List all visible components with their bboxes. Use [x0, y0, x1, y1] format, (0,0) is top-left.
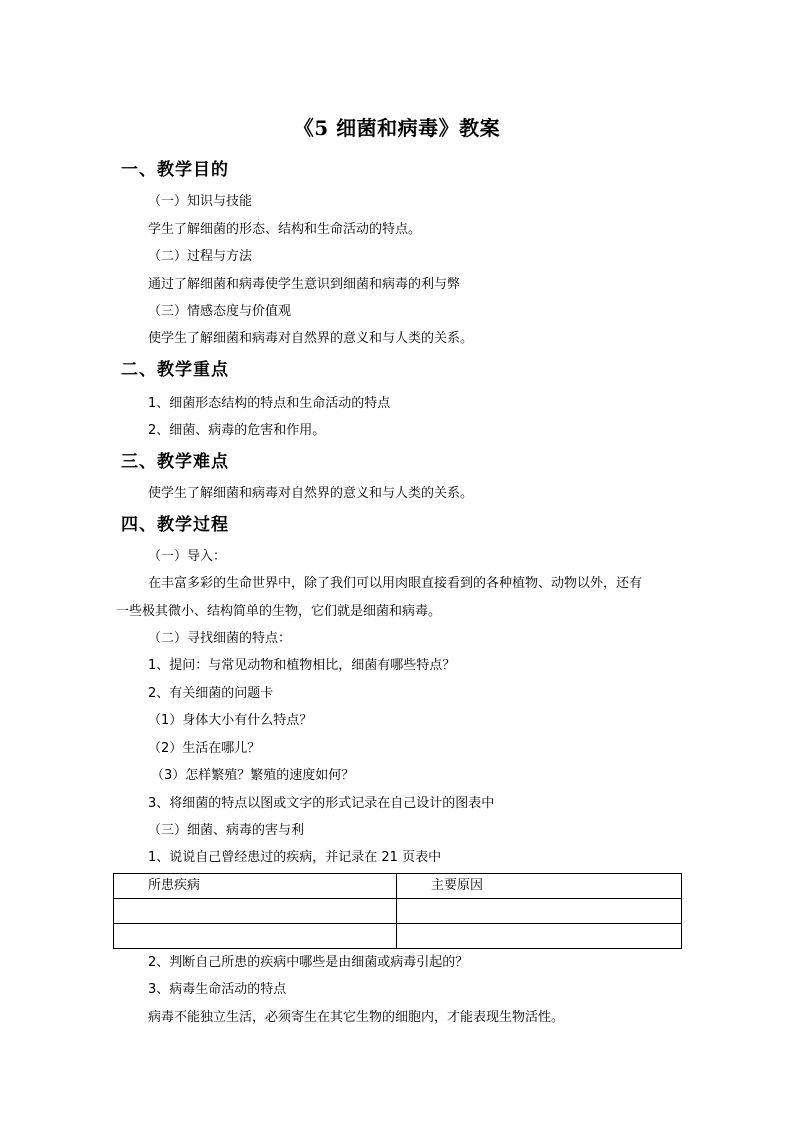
subheading-harm-benefit: （三）细菌、病毒的害与利	[148, 823, 305, 838]
list-item: 3、病毒生命活动的特点	[148, 982, 287, 997]
list-item: 2、细菌、病毒的危害和作用。	[148, 423, 326, 438]
list-item: 1、细菌形态结构的特点和生命活动的特点	[148, 396, 391, 411]
paragraph-line: 在丰富多彩的生命世界中，除了我们可以用肉眼直接看到的各种植物、动物以外，还有	[148, 576, 643, 591]
list-item: 1、说说自己曾经患过的疾病，并记录在 21 页表中	[148, 850, 442, 865]
table-cell	[397, 924, 682, 949]
paragraph: 学生了解细菌的形态、结构和生命活动的特点。	[148, 222, 422, 237]
section-heading-key-points: 二、教学重点	[121, 360, 229, 380]
list-item: 3、将细菌的特点以图或文字的形式记录在自己设计的图表中	[148, 796, 495, 811]
paragraph: 病毒不能独立生活，必须寄生在其它生物的细胞内，才能表现生物活性。	[148, 1010, 565, 1025]
table-row	[114, 899, 682, 924]
document-title: 《5 细菌和病毒》教案	[293, 116, 501, 140]
section-heading-process: 四、教学过程	[121, 515, 229, 535]
table-cell	[397, 899, 682, 924]
subheading-introduction: （一）导入：	[148, 549, 227, 564]
section-heading-objectives: 一、教学目的	[121, 160, 229, 180]
table-row	[114, 924, 682, 949]
subheading-attitude-values: （三）情感态度与价值观	[148, 304, 292, 319]
subheading-process-method: （二）过程与方法	[148, 249, 253, 264]
list-item: （1）身体大小有什么特点？	[148, 713, 313, 728]
section-heading-difficulties: 三、教学难点	[121, 452, 229, 472]
table-header-row	[114, 874, 682, 899]
table-cell	[114, 924, 397, 949]
paragraph: 通过了解细菌和病毒使学生意识到细菌和病毒的利与弊	[148, 277, 461, 292]
paragraph: 使学生了解细菌和病毒对自然界的意义和与人类的关系。	[148, 486, 474, 501]
paragraph: 使学生了解细菌和病毒对自然界的意义和与人类的关系。	[148, 331, 474, 346]
list-item: 1、提问：与常见动物和植物相比，细菌有哪些特点？	[148, 658, 456, 673]
subheading-bacteria-features: （二）寻找细菌的特点：	[148, 631, 292, 646]
list-item: 2、有关细菌的问题卡	[148, 686, 274, 701]
list-item: （2）生活在哪儿？	[148, 741, 261, 756]
disease-table	[113, 873, 682, 949]
subheading-knowledge-skills: （一）知识与技能	[148, 194, 253, 209]
table-cell	[114, 899, 397, 924]
table-header-cell: 所患疾病	[114, 874, 397, 899]
table-header-cell: 主要原因	[397, 874, 682, 899]
paragraph-line: 一些极其微小、结构简单的生物，它们就是细菌和病毒。	[116, 604, 442, 619]
list-item: （3）怎样繁殖？繁殖的速度如何？	[151, 768, 355, 783]
list-item: 2、判断自己所患的疾病中哪些是由细菌或病毒引起的？	[148, 955, 469, 970]
